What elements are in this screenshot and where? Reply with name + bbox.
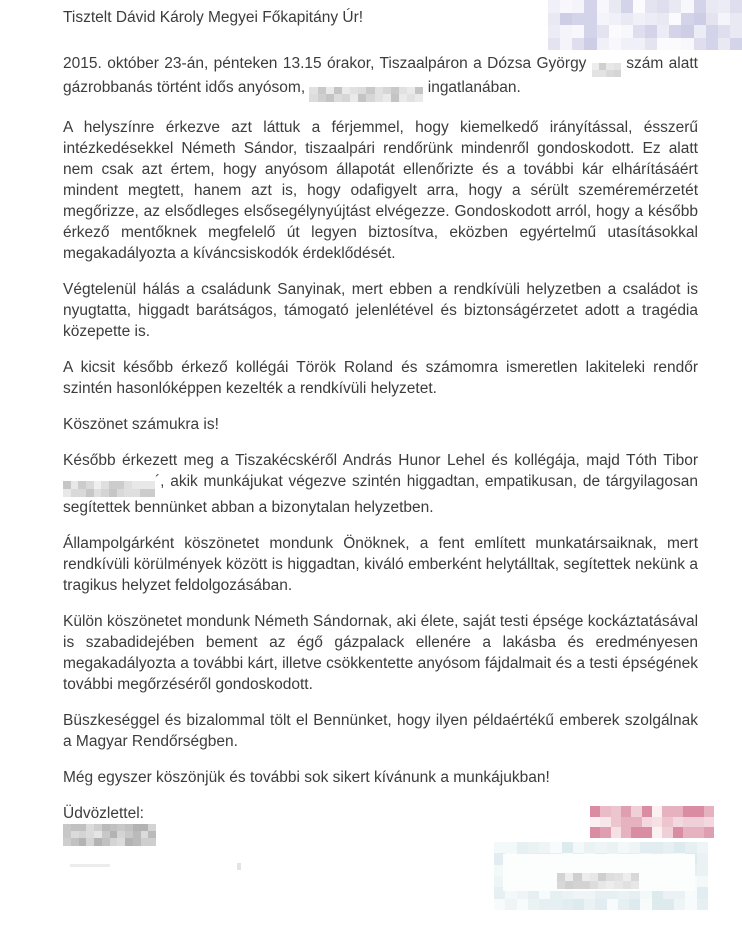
incident-text-before-number: 2015. október 23-án, pénteken 13.15 órakor, Tiszaalpáron a Dózsa György [63,55,587,72]
redaction-signature-name [63,824,156,846]
special-thanks-paragraph: Külön köszönetet mondunk Németh Sándornak, aki élete, saját testi épsége kockáztatásával is szabadidejében bement az égő gázpalack ellenére a lakásba és eredményesen megakadályozta a további kárt, illetve csökkentette anyósom fájdalmait és a testi épségének további megőrzéséről gondoskodott. [63,612,699,693]
later-arrivals-paragraph [63,450,698,518]
redaction-owner-name [309,87,423,102]
redaction-officer-name-suffix [63,481,155,497]
scan-smudge [70,864,110,867]
colleagues-paragraph: A kicsit később érkező kollégái Török Roland és számomra ismeretlen lakiteleki rendőr szintén hasonlóképpen kezelték a rendkívüli helyzetet. [63,358,698,397]
thanks-exclamation-line: Köszönet számukra is! [63,415,219,433]
later-arrivals-text-before: Később érkezett meg a Tiszakécskéről András Hunor Lehel és kollégája, majd Tóth Tibor [63,451,698,469]
pride-paragraph: Büszkeséggel és bizalommal tölt el Bennünket, hogy ilyen példaértékű emberek szolgálnak a Magyar Rendőrségben. [63,711,698,750]
closing-wish-line: Még egyszer köszönjük és további sok sikert kívánunk a munkájukban! [63,768,550,786]
incident-text-after-owner: ingatlanában. [427,79,521,96]
redacted-stamp-text [557,873,639,889]
incident-text-middle: szám alatt gázrobbanás történt idős anyósom, [63,55,698,96]
scene-response-paragraph: A helyszínre érkezve azt láttuk a férjemmel, hogy kiemelkedő irányítással, ésszerű intézkedésekkel Németh Sándor, tiszaalpári rendőrünk mindenről gondoskodott. Ez alatt nem csak azt értem, hogy anyósom állapotát ellenőrizte és a további kár elhárításáért mindent megtett, hanem azt is, hogy odafigyelt arra, hogy a sérült szeméremérzetét megőrizze, az elsődleges elsősegélynyújtást elvégezze. Gondoskodott arról, hogy a később érkező mentőknek megfelelő út legyen biztosítva, eközben egyértelmű utasításokkal megakadályozta a kíváncsiskodók érdeklődését. [63,118,698,262]
scan-smudge [237,863,241,870]
letter-body [63,7,698,846]
redacted-stamp-red-imprint [590,806,714,838]
salutation-line: Tisztelt Dávid Károly Megyei Főkapitány Úr! [63,9,364,26]
family-gratitude-paragraph: Végtelenül hálás a családunk Sanyinak, mert ebben a rendkívüli helyzetben a családot is nyugtatta, higgadt barátságos, támogató jelenlétével és biztonságérzetet adott a tragédia közepette is. [63,280,698,340]
redaction-house-number [592,63,621,77]
later-arrivals-text-after: ´, akik munkájukat végezve szintén higgadtan, empatikusan, de tárgyilagosan segítettek bennünket abban a bizonytalan helyzetben. [63,472,698,516]
incident-paragraph [63,53,698,102]
signoff-line: Üdvözlettel: [63,804,144,822]
citizen-thanks-paragraph: Állampolgárként köszönetet mondunk Önöknek, a fent említett munkatársaiknak, mert rendkívüli körülmények között is higgadtan, kiváló emberként helytálltak, segítettek nekünk a tragikus helyzet feldolgozásában. [63,534,698,594]
